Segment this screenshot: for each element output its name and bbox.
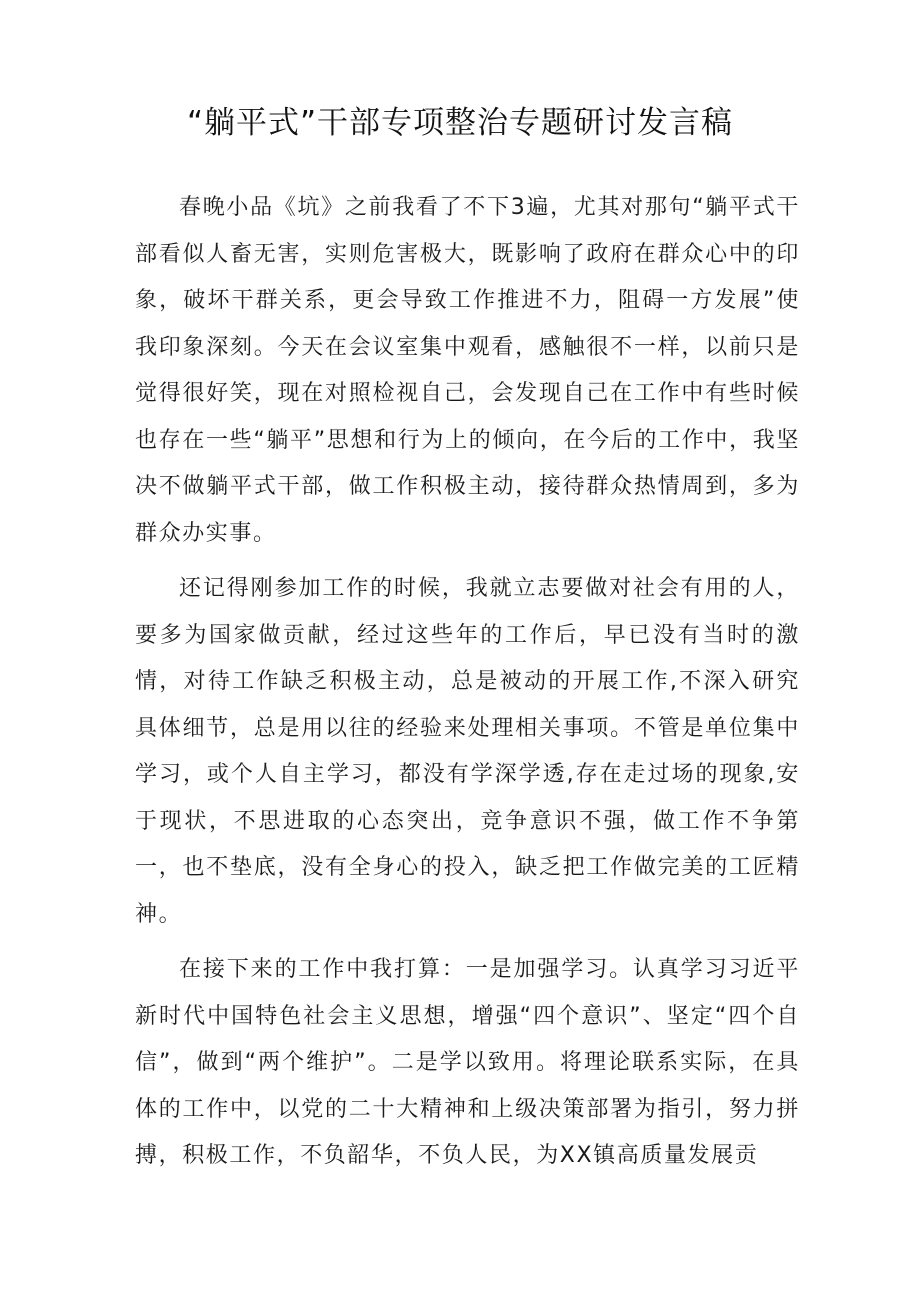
paragraph-2: 还记得刚参加工作的时候，我就立志要做对社会有用的人，要多为国家做贡献，经过这些年的工作后，早已没有当时的激情，对待工作缺乏积极主动，总是被动的开展工作,不深入研究具体细节，总是用以往的经验来处理相关事项。不管是单位集中学习，或个人自主学习，都没有学深学透,存在走过场的现象,安于现状，不思进取的心态突出，竞争意识不强，做工作不争第一，也不垫底，没有全身心的投入，缺乏把工作做完美的工匠精神。 <box>135 576 800 927</box>
document-title: “躺平式”干部专项整治专题研讨发言稿 <box>186 105 734 141</box>
paragraph-3: 在接下来的工作中我打算：一是加强学习。认真学习习近平新时代中国特色社会主义思想，增强“四个意识”、坚定“四个自信”，做到“两个维护”。二是学以致用。将理论联系实际，在具体的工作中，以党的二十大精神和上级决策部署为指引，努力拼搏，积极工作，不负韶华，不负人民，为XX镇高质量发展贡 <box>135 957 800 1168</box>
document-body <box>135 185 800 1189</box>
paragraph-1: 春晚小品《坑》之前我看了不下3遍，尤其对那句“躺平式干部看似人畜无害，实则危害极大，既影响了政府在群众心中的印象，破坏干群关系，更会导致工作推进不力，阻碍一方发展”使我印象深刻。今天在会议室集中观看，感触很不一样，以前只是觉得很好笑，现在对照检视自己，会发现自己在工作中有些时候也存在一些“躺平”思想和行为上的倾向，在今后的工作中，我坚决不做躺平式干部，做工作积极主动，接待群众热情周到，多为群众办实事。 <box>135 195 800 546</box>
